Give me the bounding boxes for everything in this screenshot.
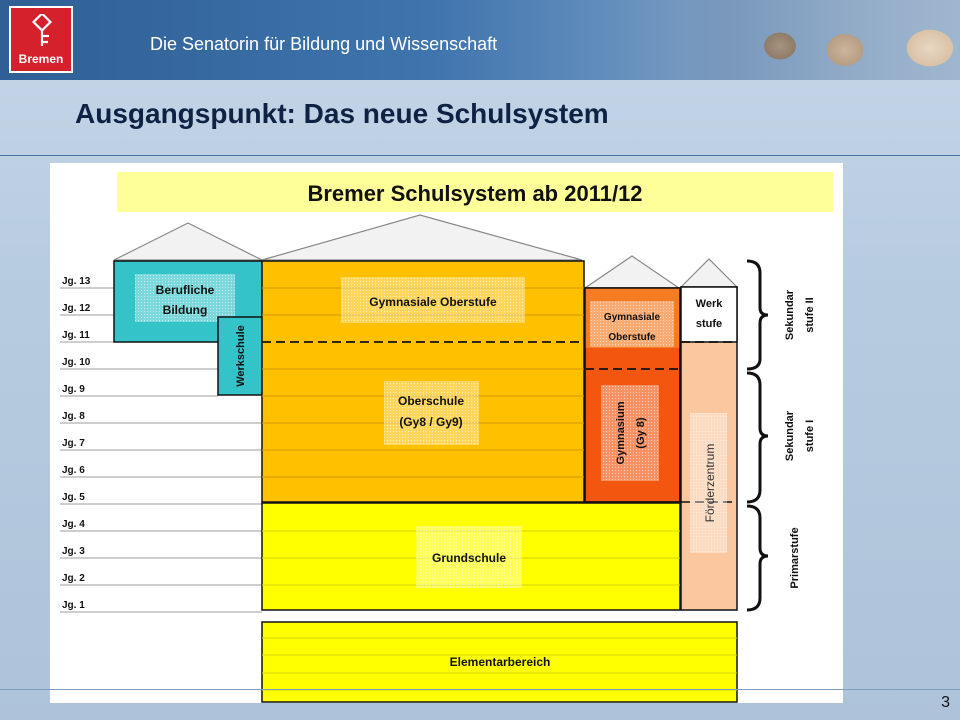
- grade-label: Jg. 6: [62, 465, 85, 476]
- werkschule-label: Werkschule: [235, 325, 247, 387]
- gym-os-label-1: Gymnasiale: [603, 312, 661, 323]
- roof-gymnasium: [585, 256, 679, 288]
- gym-os-label-2: Oberstufe: [608, 332, 656, 343]
- roof-oberschule: [262, 215, 582, 260]
- oberschule-label-1: Oberschule: [397, 394, 465, 408]
- werkstufe-block: [681, 287, 737, 342]
- stage-braces: [747, 261, 768, 610]
- key-icon: [29, 14, 55, 48]
- gymnasium-label-bg: [601, 385, 659, 481]
- grundschule-label: Grundschule: [431, 551, 507, 565]
- werkstufe-label-1: Werk: [695, 298, 723, 310]
- grade-label: Jg. 11: [62, 330, 90, 341]
- gym-oberstufe-label: Gymnasiale Oberstufe: [369, 295, 497, 309]
- header-banner: [0, 0, 960, 80]
- grade-label: Jg. 9: [62, 384, 85, 395]
- stage-primar-label: Primarstufe: [789, 527, 801, 589]
- header-photo: [630, 0, 960, 80]
- gymnasium-label-1: Gymnasium: [615, 401, 627, 465]
- footer-rule: [0, 689, 960, 690]
- slide-title: Ausgangspunkt: Das neue Schulsystem: [75, 98, 609, 129]
- grade-label: Jg. 5: [62, 492, 85, 503]
- page-number: 3: [941, 694, 950, 711]
- roof-berufliche: [114, 223, 262, 260]
- berufliche-label-1: Berufliche: [155, 283, 215, 297]
- grade-label: Jg. 7: [62, 438, 85, 449]
- grade-label: Jg. 1: [62, 600, 85, 611]
- elementar-label: Elementarbereich: [449, 655, 551, 669]
- logo-text: Bremen: [18, 52, 64, 66]
- organization-name: Die Senatorin für Bildung und Wissenschaft: [150, 34, 498, 54]
- stage-sek2-label-2: stufe II: [804, 297, 816, 333]
- roof-werkstufe: [681, 259, 737, 287]
- school-system-diagram: [50, 163, 843, 703]
- grade-label: Jg. 4: [62, 519, 85, 530]
- grade-label: Jg. 3: [62, 546, 85, 557]
- oberschule-label-2: (Gy8 / Gy9): [399, 415, 463, 429]
- werkstufe-label-2: stufe: [695, 318, 723, 330]
- berufliche-label-2: Bildung: [162, 303, 208, 317]
- grade-label: Jg. 10: [62, 357, 91, 368]
- stage-sek2-label-1: Sekundar: [784, 289, 796, 341]
- grade-label: Jg. 13: [62, 276, 91, 287]
- grade-label: Jg. 8: [62, 411, 85, 422]
- bremen-logo: [9, 6, 73, 73]
- stage-sek1-label-2: stufe I: [804, 419, 816, 453]
- title-rule: [0, 155, 960, 156]
- grade-label: Jg. 12: [62, 303, 91, 314]
- oberschule-label-bg: [384, 381, 479, 445]
- foerderzentrum-label: Förderzentrum: [703, 443, 717, 523]
- diagram-title: Bremer Schulsystem ab 2011/12: [307, 181, 643, 206]
- grade-label: Jg. 2: [62, 573, 85, 584]
- gymnasium-label-2: (Gy 8): [635, 417, 647, 449]
- stage-sek1-label-1: Sekundar: [784, 410, 796, 462]
- diagram-canvas: [50, 163, 843, 703]
